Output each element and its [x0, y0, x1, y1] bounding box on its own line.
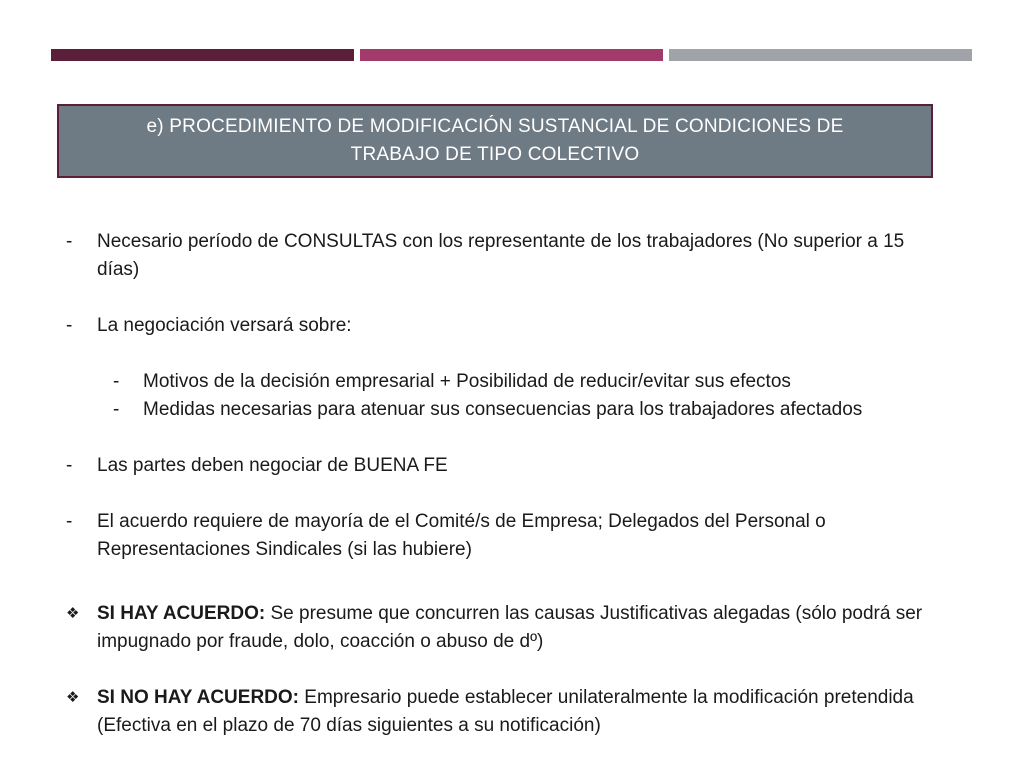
bullet-item: [62, 312, 942, 340]
outcome-text: [97, 684, 942, 740]
outcome-label: SI HAY ACUERDO:: [97, 603, 266, 624]
sub-bullet-list: [109, 368, 942, 424]
top-bar-1: [51, 49, 354, 61]
dash-marker: -: [66, 231, 73, 252]
top-bar-2: [360, 49, 663, 61]
sub-bullet-item: [109, 368, 942, 396]
bullet-item: [62, 508, 942, 564]
diamond-bullet-icon: ❖: [66, 689, 80, 706]
outcome-description: Empresario puede establecer unilateralmente la modificación pretendida (Efectiva en el plazo de 70 días siguientes a su notificación): [97, 687, 914, 736]
slide-title-box: [57, 104, 933, 178]
title-line-2: TRABAJO DE TIPO COLECTIVO: [350, 144, 640, 165]
bullet-text: Las partes deben negociar de BUENA FE: [97, 455, 448, 476]
decorative-top-bars: [51, 49, 972, 61]
bullet-text: El acuerdo requiere de mayoría de el Comité/s de Empresa; Delegados del Personal o Representaciones Sindicales (si las hubiere): [97, 511, 826, 560]
outcome-text: [97, 600, 942, 656]
dash-marker: -: [66, 315, 73, 336]
sub-bullet-text: Medidas necesarias para atenuar sus consecuencias para los trabajadores afectados: [143, 399, 863, 420]
outcome-description: Se presume que concurren las causas Justificativas alegadas (sólo podrá ser impugnado por fraude, dolo, coacción o abuso de dº): [97, 603, 923, 652]
dash-marker: -: [66, 511, 73, 532]
slide-content: [62, 228, 942, 740]
title-line-1: e) PROCEDIMIENTO DE MODIFICACIÓN SUSTANCIAL DE CONDICIONES DE: [146, 116, 844, 137]
bullet-text: Necesario período de CONSULTAS con los representante de los trabajadores (No superior a 15 días): [97, 231, 905, 280]
outcome-label: SI NO HAY ACUERDO:: [97, 687, 299, 708]
sub-bullet-item: [109, 396, 942, 424]
bullet-text: La negociación versará sobre:: [97, 315, 352, 336]
dash-marker: -: [113, 371, 120, 392]
slide-title: [117, 113, 874, 169]
outcome-item: [62, 600, 942, 656]
sub-bullet-text: Motivos de la decisión empresarial + Posibilidad de reducir/evitar sus efectos: [143, 371, 791, 392]
dash-marker: -: [113, 399, 120, 420]
top-bar-3: [669, 49, 972, 61]
outcome-item: [62, 684, 942, 740]
bullet-item: [62, 228, 942, 284]
bullet-item: [62, 452, 942, 480]
dash-marker: -: [66, 455, 73, 476]
diamond-bullet-icon: ❖: [66, 605, 80, 622]
